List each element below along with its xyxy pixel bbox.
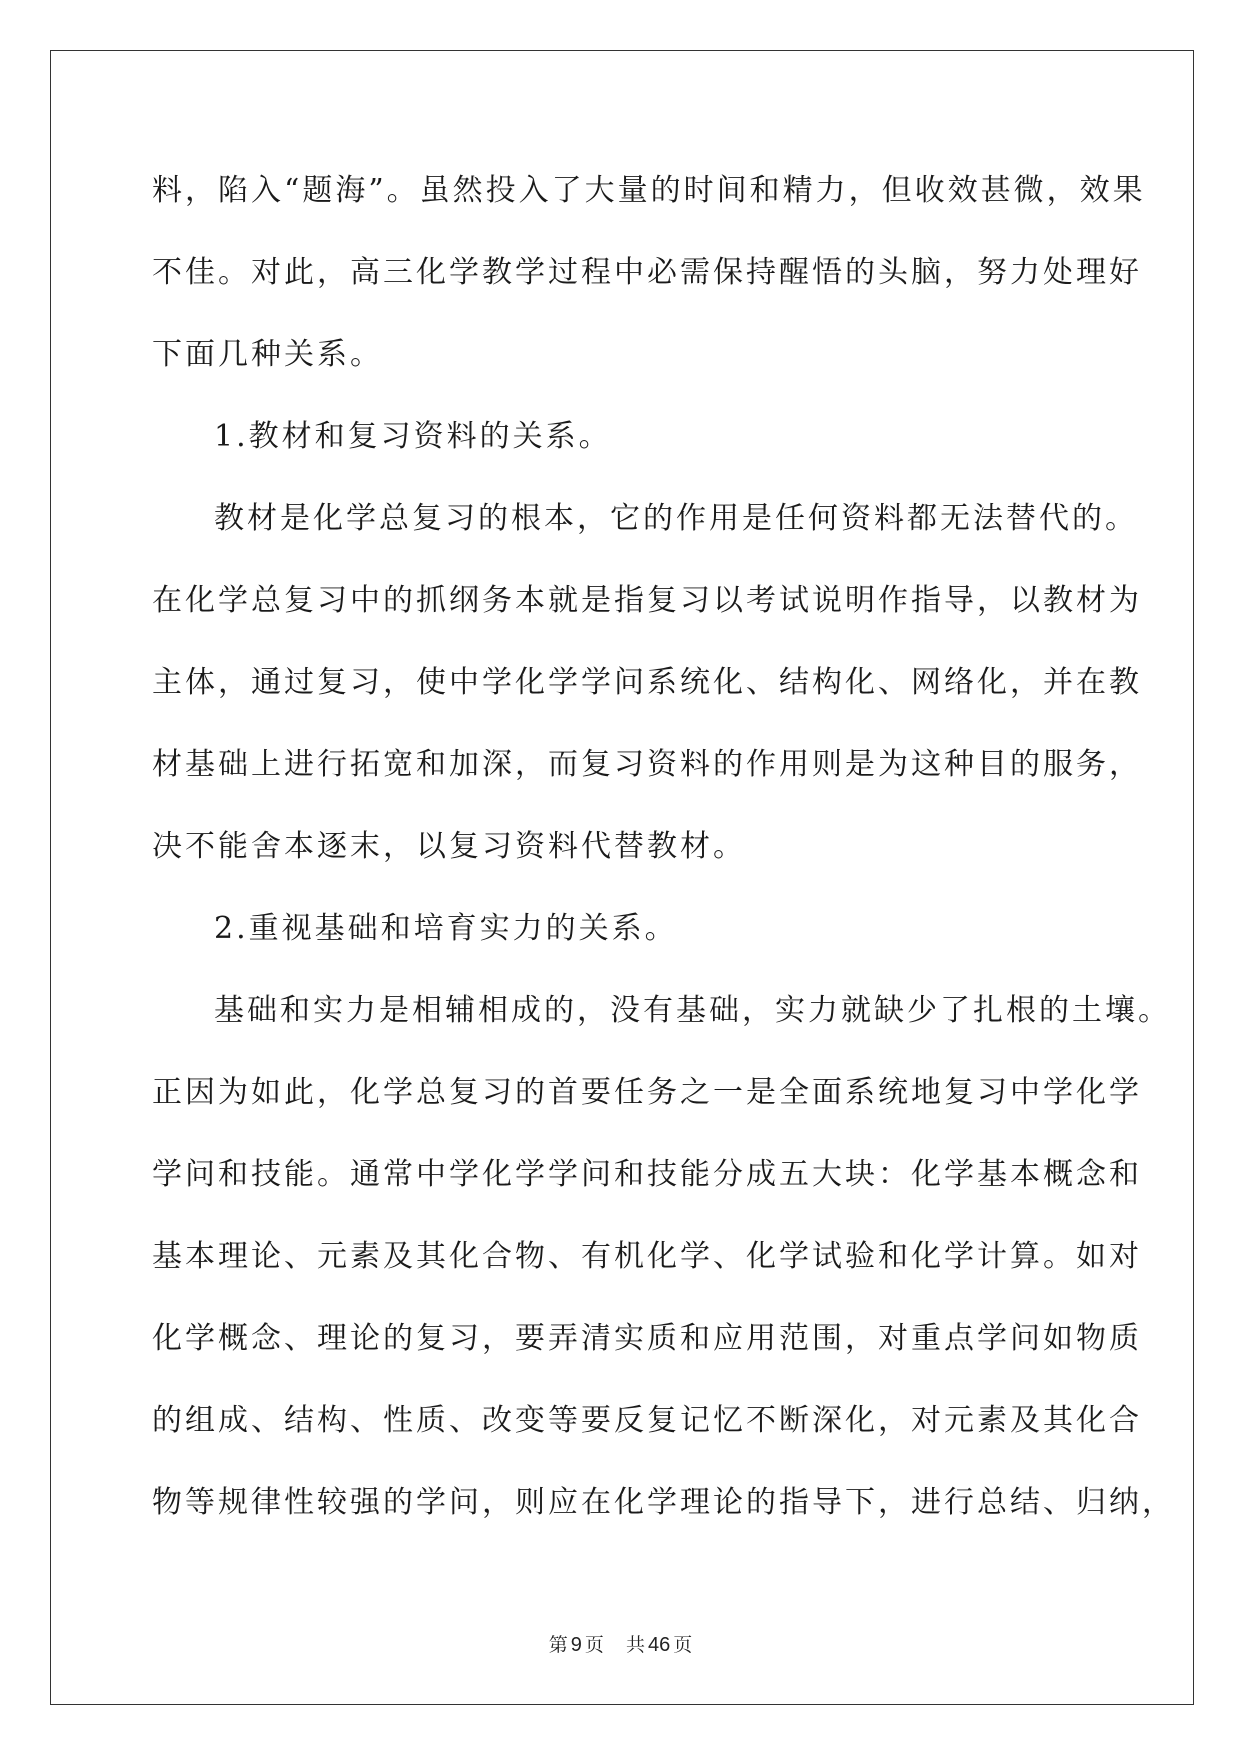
text-line-1: 料，陷入“题海”。虽然投入了大量的时间和精力，但收效甚微，效果 — [152, 173, 1146, 208]
footer-total-prefix: 共 — [625, 1634, 645, 1656]
footer-prefix: 第 — [548, 1634, 568, 1656]
text-line-15: 化学概念、理论的复习，要弄清实质和应用范围，对重点学问如物质 — [152, 1321, 1142, 1356]
section-heading-2: 2.重视基础和培育实力的关系。 — [214, 911, 678, 946]
text-line-2: 不佳。对此，高三化学教学过程中必需保持醒悟的头脑，努力处理好 — [152, 255, 1142, 290]
total-pages: 46 — [647, 1634, 671, 1656]
text-line-8: 材基础上进行拓宽和加深，而复习资料的作用则是为这种目的服务， — [152, 747, 1142, 782]
page-number: 9 — [570, 1634, 582, 1656]
text-line-6: 在化学总复习中的抓纲务本就是指复习以考试说明作指导，以教材为 — [152, 583, 1142, 618]
document-body — [152, 150, 1175, 1544]
text-line-16: 的组成、结构、性质、改变等要反复记忆不断深化，对元素及其化合 — [152, 1403, 1142, 1438]
footer-page-suffix: 页 — [584, 1634, 604, 1656]
text-line-3: 下面几种关系。 — [152, 337, 383, 372]
page-footer — [0, 1630, 1241, 1657]
text-line-12: 正因为如此，化学总复习的首要任务之一是全面系统地复习中学化学 — [152, 1075, 1142, 1110]
text-line-5: 教材是化学总复习的根本，它的作用是任何资料都无法替代的。 — [214, 501, 1138, 536]
text-line-14: 基本理论、元素及其化合物、有机化学、化学试验和化学计算。如对 — [152, 1239, 1142, 1274]
text-line-11: 基础和实力是相辅相成的，没有基础，实力就缺少了扎根的土壤。 — [214, 993, 1171, 1028]
text-line-17: 物等规律性较强的学问，则应在化学理论的指导下，进行总结、归纳， — [152, 1485, 1175, 1520]
text-line-7: 主体，通过复习，使中学化学学问系统化、结构化、网络化，并在教 — [152, 665, 1142, 700]
section-heading-1: 1.教材和复习资料的关系。 — [214, 419, 612, 454]
text-line-9: 决不能舍本逐末，以复习资料代替教材。 — [152, 829, 746, 864]
footer-total-suffix: 页 — [673, 1634, 693, 1656]
text-line-13: 学问和技能。通常中学化学学问和技能分成五大块：化学基本概念和 — [152, 1157, 1142, 1192]
